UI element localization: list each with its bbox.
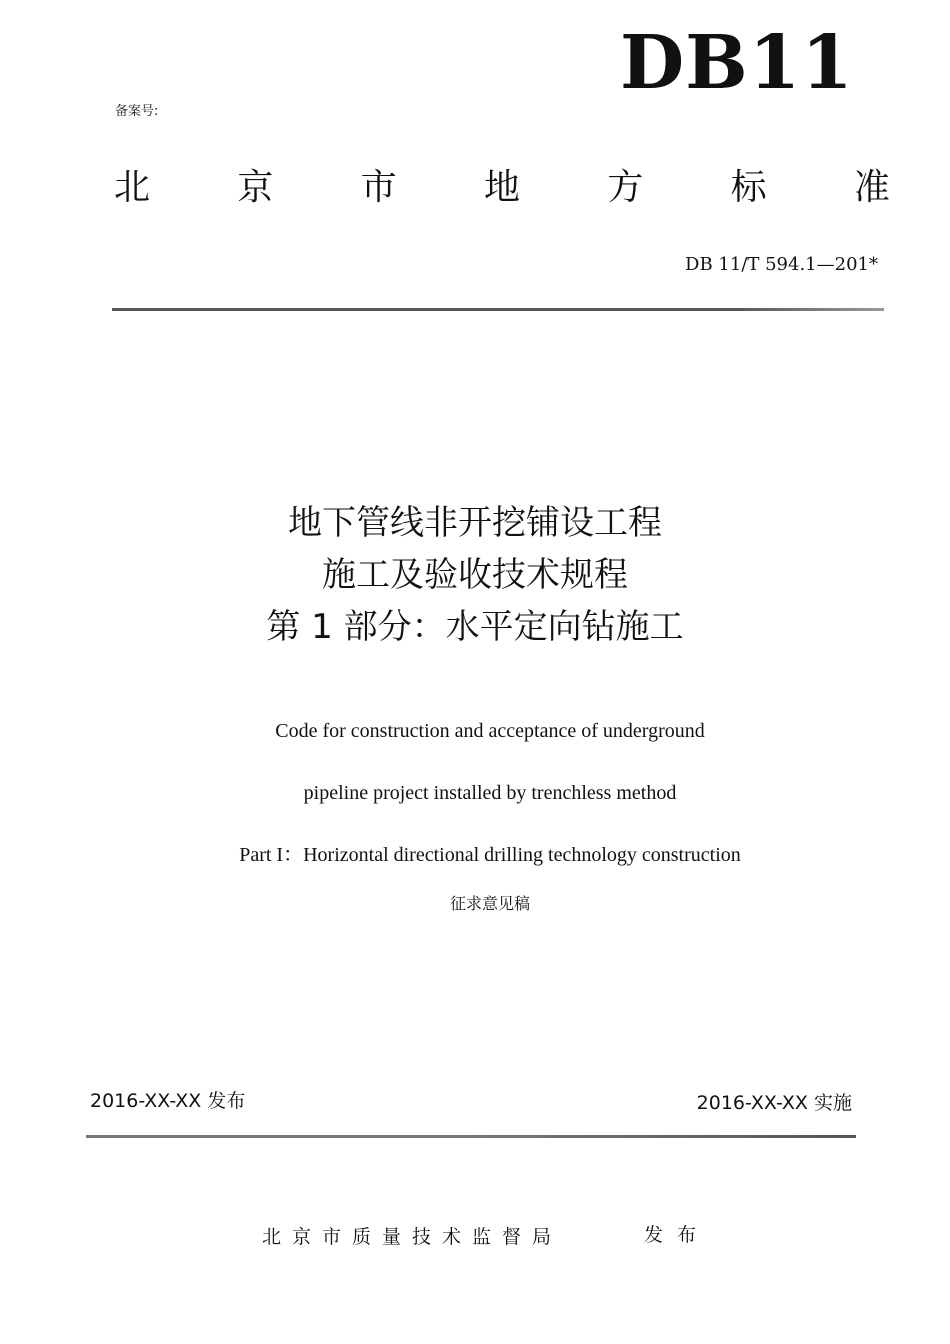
standard-number: DB 11/T 594.1—201*: [685, 254, 878, 275]
chinese-title-line: 地下管线非开挖铺设工程: [288, 503, 662, 543]
standard-type-heading: [114, 167, 890, 208]
standard-type-char: 地: [483, 167, 520, 208]
standard-type-char: 准: [853, 167, 890, 208]
chinese-title-line: 施工及验收技术规程: [322, 555, 628, 595]
standard-type-char: 市: [360, 167, 397, 208]
implementation-date: 2016-XX-XX 实施: [696, 1092, 852, 1114]
issue-word: 发布: [644, 1224, 711, 1246]
draft-status-label: 征求意见稿: [449, 894, 530, 913]
chinese-title: [0, 497, 950, 653]
standard-type-char: 标: [730, 167, 767, 208]
standard-type-char: 京: [237, 167, 274, 208]
english-title-line: pipeline project installed by trenchless method: [303, 782, 677, 804]
top-divider: [112, 308, 884, 311]
english-title-line: Part I：Horizontal directional drilling technology construction: [239, 844, 741, 866]
db-standard-logo: DB11: [620, 20, 854, 106]
standard-type-char: 北: [114, 167, 151, 208]
english-title: [0, 700, 950, 886]
bottom-divider: [86, 1135, 856, 1138]
standard-type-char: 方: [607, 167, 644, 208]
issuing-authority: 北京市质量技术监督局: [262, 1226, 563, 1248]
issue-date: 2016-XX-XX 发布: [90, 1090, 246, 1112]
record-number-label: 备案号:: [115, 104, 159, 119]
english-title-line: Code for construction and acceptance of underground: [275, 720, 705, 742]
chinese-title-line: 第 1 部分：水平定向钻施工: [266, 607, 684, 647]
